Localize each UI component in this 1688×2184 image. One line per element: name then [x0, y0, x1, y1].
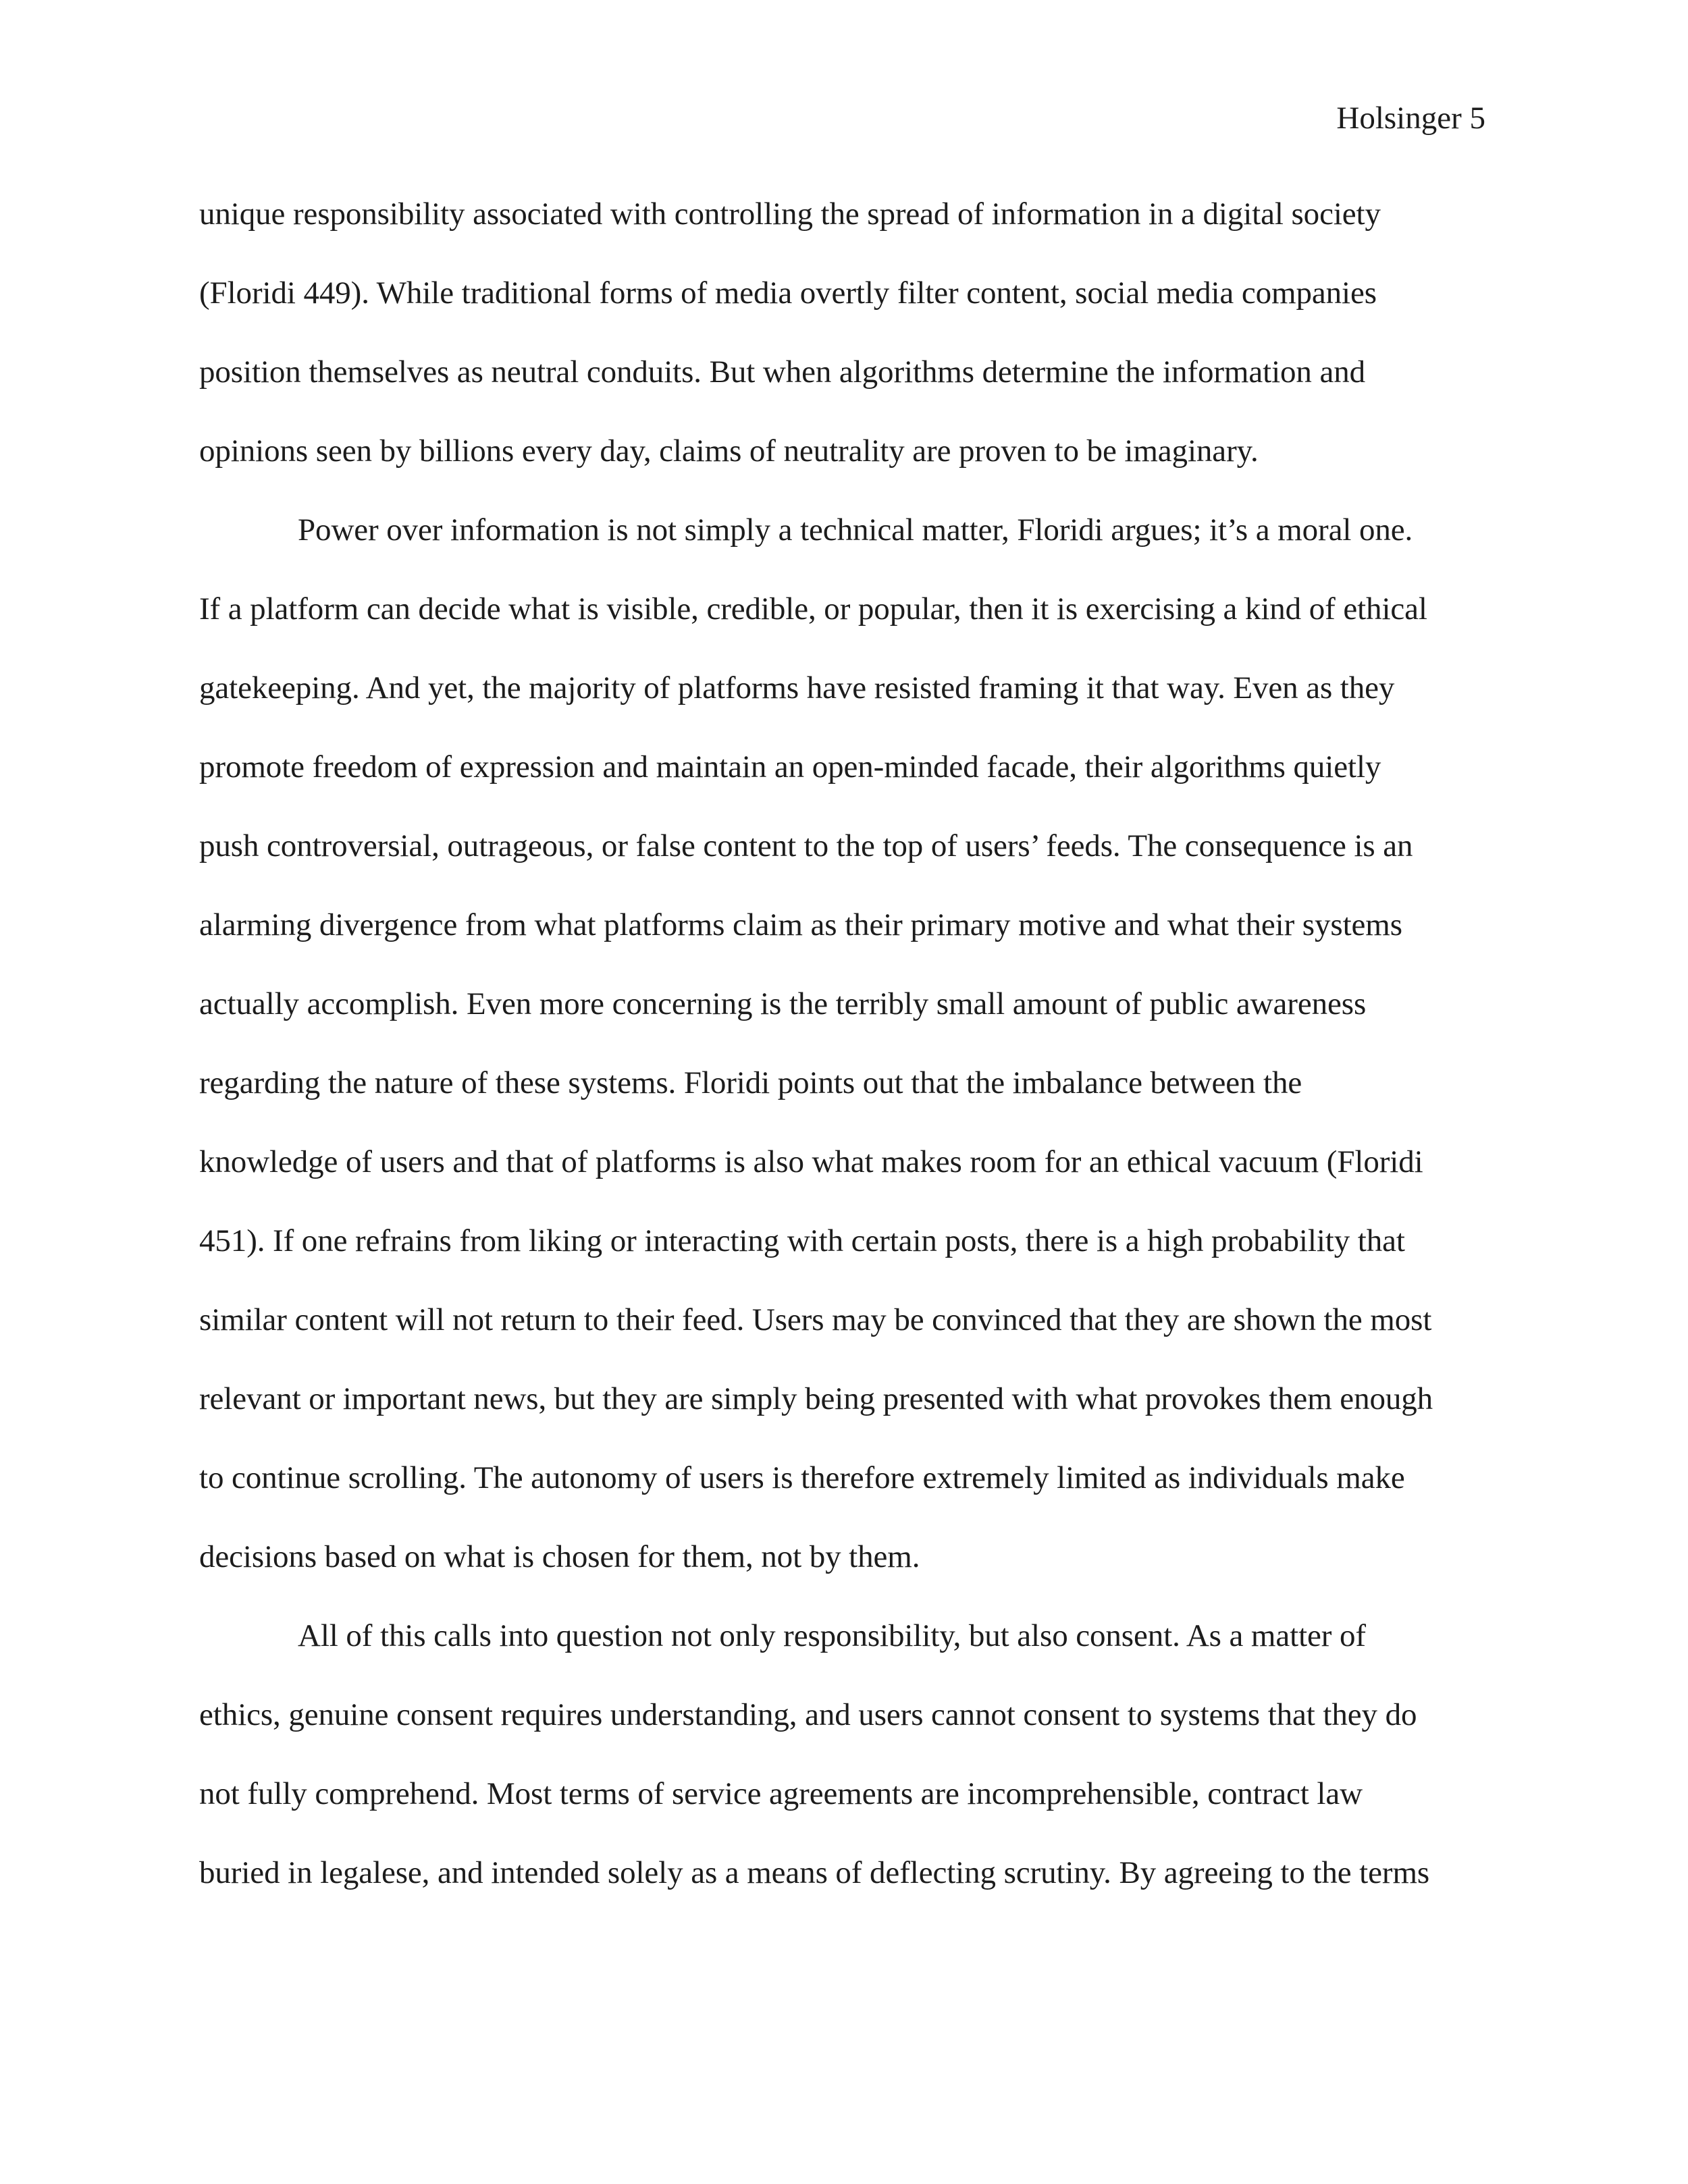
paragraph-first-line: Power over information is not simply a technical matter, Floridi argues; it’s a moral one. [298, 512, 1413, 548]
body-text [199, 194, 1496, 1932]
text-line: buried in legalese, and intended solely as a means of deflecting scrutiny. By agreeing to the terms [199, 1855, 1430, 1890]
text-line: (Floridi 449). While traditional forms of media overtly filter content, social media companies [199, 275, 1377, 311]
text-line: to continue scrolling. The autonomy of users is therefore extremely limited as individuals make [199, 1460, 1405, 1495]
text-line: opinions seen by billions every day, claims of neutrality are proven to be imaginary. [199, 433, 1259, 469]
text-line: 451). If one refrains from liking or interacting with certain posts, there is a high probability that [199, 1223, 1405, 1258]
text-line: actually accomplish. Even more concerning is the terribly small amount of public awareness [199, 986, 1367, 1021]
text-line: push controversial, outrageous, or false content to the top of users’ feeds. The consequence is an [199, 828, 1413, 863]
text-line: relevant or important news, but they are simply being presented with what provokes them enough [199, 1381, 1433, 1416]
text-line: similar content will not return to their feed. Users may be convinced that they are shown the most [199, 1302, 1432, 1337]
text-line: promote freedom of expression and maintain an open-minded facade, their algorithms quietly [199, 749, 1381, 784]
text-line: ethics, genuine consent requires understanding, and users cannot consent to systems that they do [199, 1697, 1417, 1732]
running-head: Holsinger 5 [1336, 101, 1485, 136]
text-line: not fully comprehend. Most terms of service agreements are incomprehensible, contract law [199, 1776, 1363, 1811]
text-line: position themselves as neutral conduits. But when algorithms determine the information and [199, 354, 1366, 390]
text-line: If a platform can decide what is visible, credible, or popular, then it is exercising a kind of ethical [199, 591, 1427, 627]
text-line: gatekeeping. And yet, the majority of platforms have resisted framing it that way. Even as they [199, 670, 1395, 705]
text-line: alarming divergence from what platforms claim as their primary motive and what their systems [199, 907, 1402, 942]
text-line: unique responsibility associated with controlling the spread of information in a digital society [199, 196, 1381, 232]
text-line: regarding the nature of these systems. Floridi points out that the imbalance between the [199, 1065, 1302, 1100]
text-line: decisions based on what is chosen for them, not by them. [199, 1539, 920, 1574]
paragraph-first-line: All of this calls into question not only responsibility, but also consent. As a matter of [298, 1618, 1366, 1653]
text-line: knowledge of users and that of platforms is also what makes room for an ethical vacuum (Floridi [199, 1144, 1423, 1179]
